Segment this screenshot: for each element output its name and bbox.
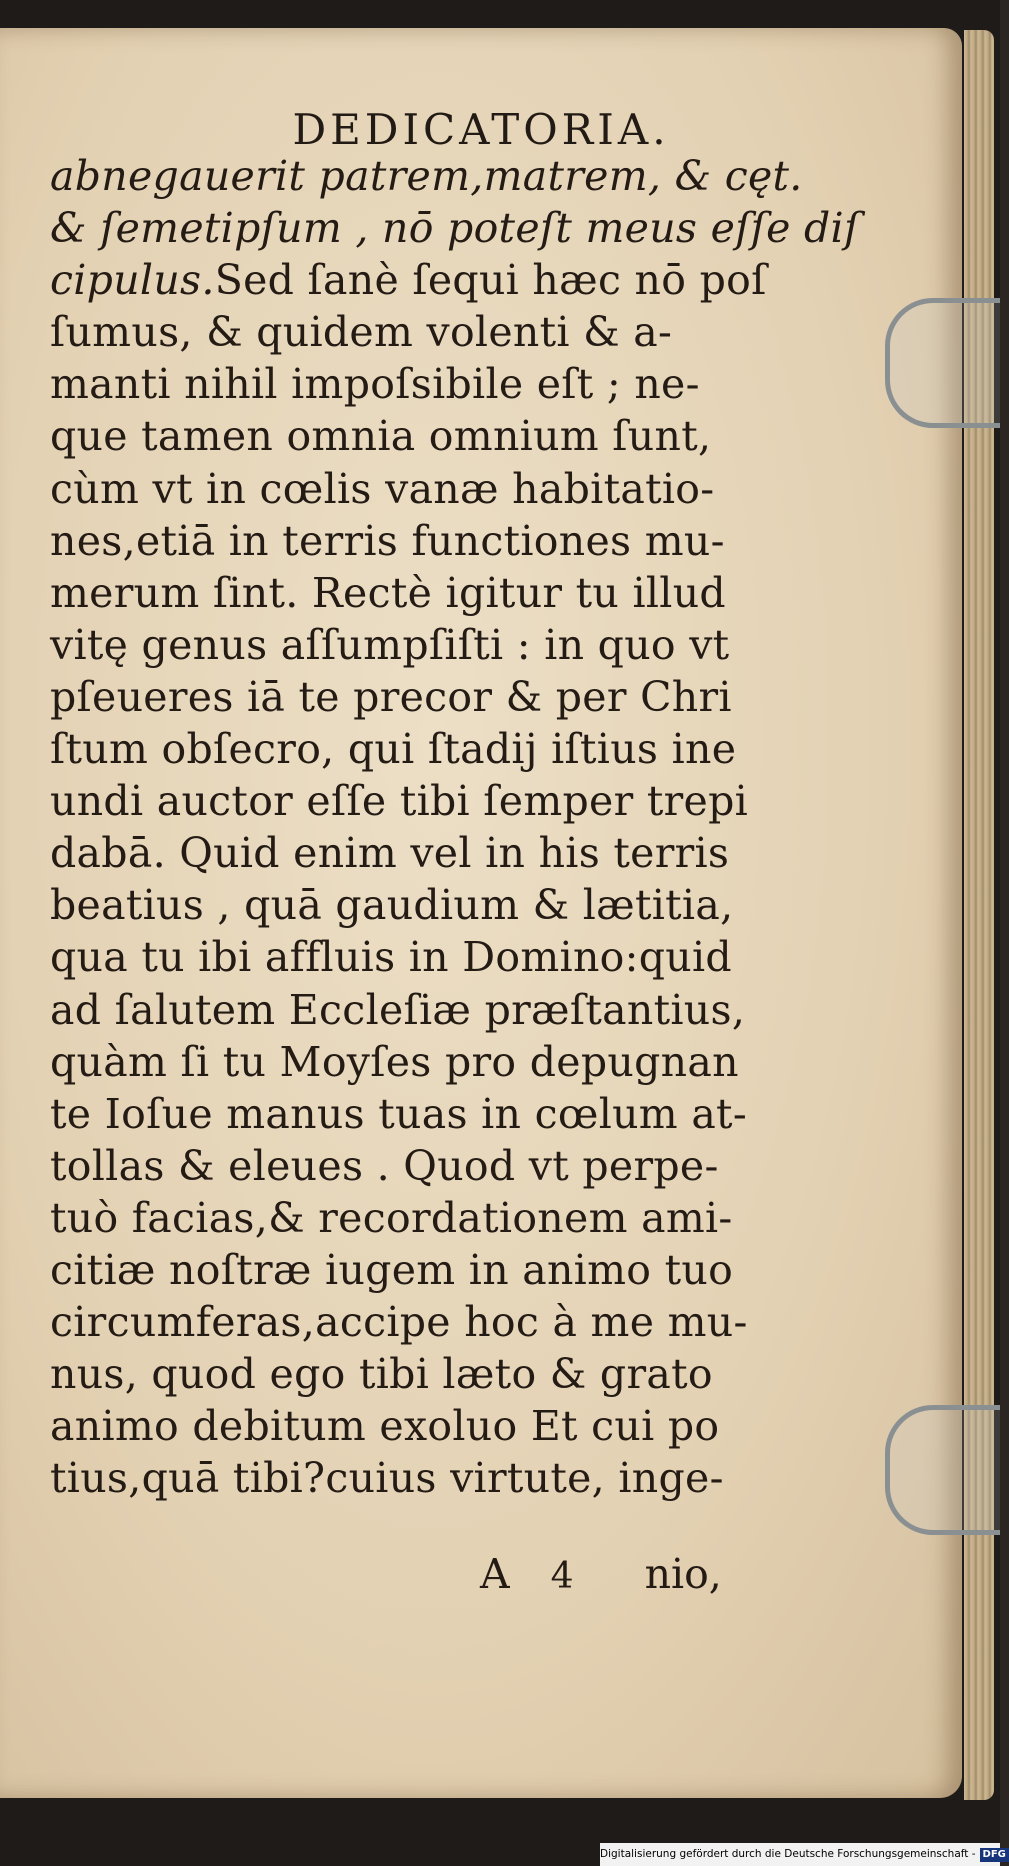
roman-segment: qua tu ibi affluis in Domino:quid bbox=[50, 933, 732, 982]
roman-segment: circumferas,accipe hoc à me mu- bbox=[50, 1298, 748, 1347]
roman-segment: tuò facias,& recordationem ami- bbox=[50, 1193, 733, 1242]
text-line bbox=[50, 306, 730, 358]
text-line bbox=[50, 358, 730, 410]
text-line bbox=[50, 879, 734, 931]
text-line bbox=[50, 1140, 730, 1192]
text-line bbox=[50, 1244, 734, 1296]
roman-segment: ſtum obſecro, qui ſtadij iſtius ine bbox=[50, 725, 737, 774]
catchline bbox=[480, 1550, 730, 1598]
catchword: nio, bbox=[644, 1550, 722, 1598]
roman-segment: Sed ſanè ſequi hæc nō poſ bbox=[214, 256, 767, 305]
clasp-bottom bbox=[885, 1405, 1000, 1535]
clasp-top bbox=[885, 298, 1000, 428]
roman-segment: tollas & eleues . Quod vt perpe- bbox=[50, 1141, 719, 1190]
digitization-credit bbox=[600, 1843, 1006, 1866]
italic-segment: & ſemetipſum , nō poteſt meus eſſe diſ bbox=[50, 204, 860, 253]
text-line bbox=[50, 567, 730, 619]
roman-segment: pſeueres iā te precor & per Chri bbox=[50, 672, 732, 721]
text-line bbox=[50, 410, 730, 462]
roman-segment: te Ioſue manus tuas in cœlum at- bbox=[50, 1089, 747, 1138]
roman-segment: beatius , quā gaudium & lætitia, bbox=[50, 881, 734, 930]
roman-segment: cùm vt in cœlis vanæ habitatio- bbox=[50, 464, 715, 513]
text-line bbox=[50, 202, 860, 254]
text-line bbox=[50, 984, 746, 1036]
text-line bbox=[50, 515, 730, 567]
roman-segment: quàm ſi tu Moyſes pro depugnan bbox=[50, 1037, 739, 1086]
roman-segment: dabā. Quid enim vel in his terris bbox=[50, 829, 730, 878]
text-line bbox=[50, 671, 730, 723]
signature-number: 4 bbox=[550, 1556, 574, 1597]
text-line bbox=[50, 254, 767, 306]
body-text bbox=[50, 150, 860, 1504]
text-line bbox=[50, 723, 737, 775]
roman-segment: nes,etiā in terris functiones mu- bbox=[50, 516, 725, 565]
italic-segment: cipulus. bbox=[50, 256, 215, 305]
roman-segment: undi auctor eſſe tibi ſemper trepi bbox=[50, 777, 749, 826]
text-line bbox=[50, 463, 730, 515]
roman-segment: merum ſint. Rectè igitur tu illud bbox=[50, 568, 726, 617]
text-line bbox=[50, 931, 730, 983]
text-line bbox=[50, 827, 730, 879]
roman-segment: nus, quod ego tibi læto & grato bbox=[50, 1350, 713, 1399]
text-line bbox=[50, 1296, 748, 1348]
roman-segment: que tamen omnia omnium ſunt, bbox=[50, 412, 712, 461]
roman-segment: ad ſalutem Eccleſiæ præſtantius, bbox=[50, 985, 746, 1034]
text-line bbox=[50, 1088, 747, 1140]
credit-text: Digitalisierung gefördert durch die Deutsche Forschungsgemeinschaft - bbox=[600, 1848, 976, 1860]
text-line bbox=[50, 1452, 730, 1504]
italic-segment: abnegauerit patrem,matrem, & cęt. bbox=[50, 152, 803, 200]
text-line bbox=[50, 1400, 730, 1452]
text-line bbox=[50, 1192, 733, 1244]
dfg-logo: DFG bbox=[980, 1848, 1009, 1862]
text-line bbox=[50, 1036, 739, 1088]
text-line bbox=[50, 150, 803, 202]
text-line bbox=[50, 1348, 730, 1400]
roman-segment: citiæ noſtræ iugem in animo tuo bbox=[50, 1245, 734, 1294]
roman-segment: animo debitum exoluo Et cui po bbox=[50, 1402, 720, 1451]
roman-segment: manti nihil impoſsibile eſt ; ne- bbox=[50, 360, 700, 409]
roman-segment: vitę genus aſſumpſiſti : in quo vt bbox=[50, 620, 730, 669]
running-header: DEDICATORIA. bbox=[292, 105, 670, 154]
signature-mark: A bbox=[480, 1550, 510, 1598]
text-line bbox=[50, 619, 730, 671]
text-line bbox=[50, 775, 749, 827]
roman-segment: tius,quā tibi?cuius virtute, inge- bbox=[50, 1454, 724, 1503]
roman-segment: ſumus, & quidem volenti & a- bbox=[50, 308, 673, 357]
